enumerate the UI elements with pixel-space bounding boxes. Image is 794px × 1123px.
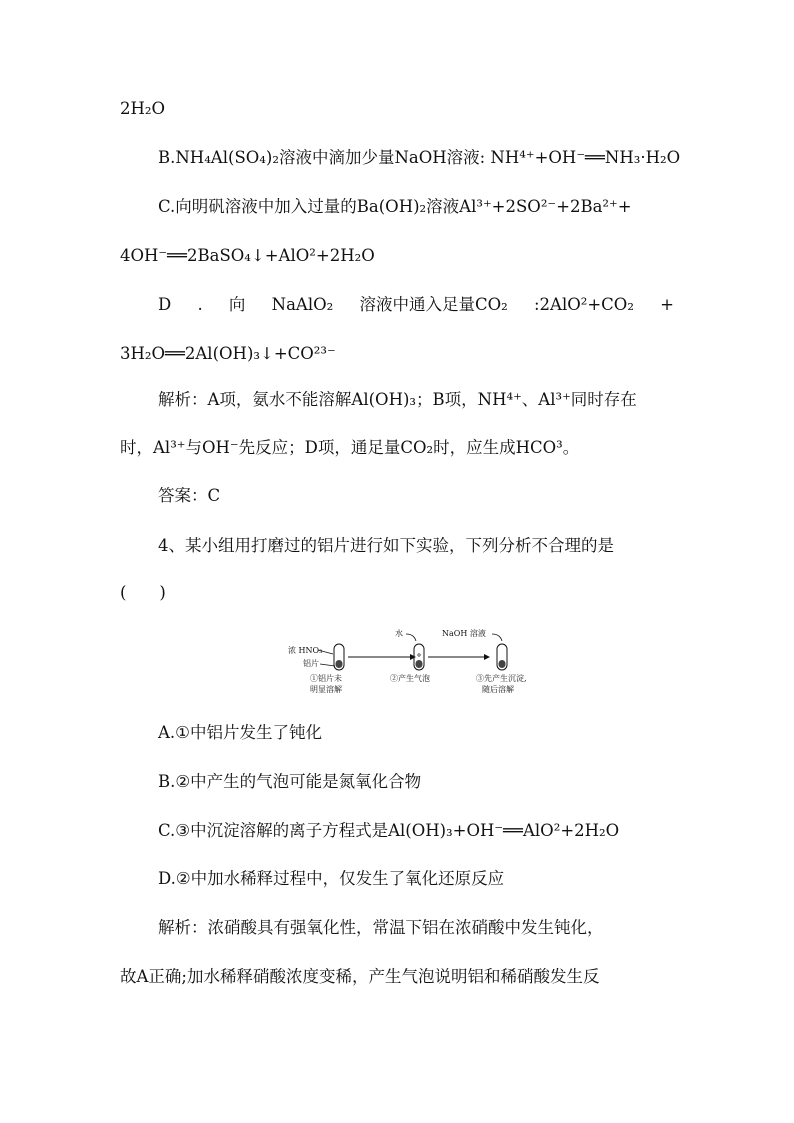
caption-1-line-2: 明显溶解	[310, 685, 342, 694]
option-d-line-2: 3H₂O══2Al(OH)₃↓+CO²³⁻	[120, 344, 336, 363]
option-d-formula: NaAlO₂	[271, 295, 334, 314]
option-d-text: 溶液中通入足量CO₂	[359, 295, 508, 314]
naoh-label: NaOH 溶液	[442, 629, 486, 638]
option-d-equation: :2AlO²+CO₂	[533, 295, 634, 314]
caption-3-line-1: ③先产生沉淀,	[476, 674, 527, 683]
question-4-stem: 4、某小组用打磨过的铝片进行如下实验，下列分析不合理的是	[158, 536, 614, 555]
option-d-plus: +	[660, 295, 674, 314]
analysis-2-line-2: 故A正确;加水稀释硝酸浓度变稀，产生气泡说明铝和稀硝酸发生反	[120, 967, 600, 986]
analysis-line-2: 时，Al³⁺与OH⁻先反应；D项，通足量CO₂时，应生成HCO³。	[120, 438, 580, 457]
tube-3-liquid	[499, 660, 506, 668]
option-c: C.③中沉淀溶解的离子方程式是Al(OH)₃+OH⁻══AlO²+2H₂O	[158, 821, 620, 840]
tube-2-liquid	[416, 660, 423, 668]
analysis-2-line-1: 解析：浓硝酸具有强氧化性，常温下铝在浓硝酸中发生钝化，	[158, 918, 604, 937]
option-c-line-2: 4OH⁻══2BaSO₄↓+AlO²+2H₂O	[120, 246, 375, 265]
arrow-2-head	[484, 654, 490, 660]
reagent-label: 浓 HNO₃	[288, 646, 323, 655]
water-label: 水	[395, 629, 403, 638]
text-line-1: 2H₂O	[120, 99, 166, 118]
option-d-word: 向	[228, 295, 246, 314]
option-d-line-1	[158, 294, 674, 316]
tube-1-liquid	[336, 660, 343, 668]
caption-3-line-2: 随后溶解	[482, 685, 514, 694]
arrow-1-head	[410, 654, 416, 660]
option-d-dot: .	[197, 295, 203, 314]
option-d-letter: D	[158, 295, 172, 314]
caption-1-line-1: ①铝片未	[310, 674, 342, 683]
caption-2: ②产生气泡	[390, 674, 430, 683]
analysis-line-1: 解析：A项，氨水不能溶解Al(OH)₃；B项，NH⁴⁺、Al³⁺同时存在	[158, 390, 637, 409]
option-a: A.①中铝片发生了钝化	[158, 723, 322, 742]
piece-pointer	[320, 664, 335, 666]
experiment-diagram	[284, 626, 527, 698]
water-pointer	[406, 634, 416, 641]
answer-line: 答案：C	[158, 486, 221, 505]
question-4-bracket: ( )	[120, 583, 166, 602]
piece-label: 铝片	[303, 659, 319, 668]
naoh-pointer	[492, 634, 502, 641]
option-d: D.②中加水稀释过程中，仅发生了氧化还原反应	[158, 869, 505, 888]
option-c-line-1: C.向明矾溶液中加入过量的Ba(OH)₂溶液Al³⁺+2SO²⁻+2Ba²⁺+	[158, 197, 632, 216]
option-b-line: B.NH₄Al(SO₄)₂溶液中滴加少量NaOH溶液: NH⁴⁺+OH⁻══NH₃·H₂O	[158, 148, 681, 167]
bubble-icon	[418, 654, 420, 656]
option-b: B.②中产生的气泡可能是氮氧化合物	[158, 772, 422, 791]
